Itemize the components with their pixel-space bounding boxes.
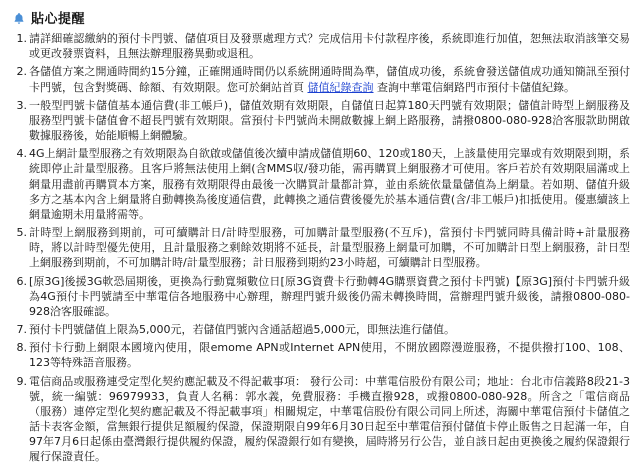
list-item (10, 374, 630, 465)
list-item (10, 340, 630, 370)
list-item (10, 98, 630, 144)
list-item-number: 1. (16, 32, 27, 45)
list-item-text: 一般型門號卡儲值基本通信費(非工帳戶)，儲值效期有效期限，自儲值日起算180天門號有效期限；儲值計時型上網服務及服務型門號卡儲值會不超長門號有效期限。當預付卡門號尚未開啟數據上網上路服務，請撥0800-080-928洽客服款助開啟數據服務後，始能順暢上網體驗。 (29, 98, 630, 143)
list-item-text: 4G上網計量型服務之有效期限為自欲啟或儲值後次續申請成儲值期60、120或180天，上該量使用完畢或有效期限到期，系統即停止計量型服務。且客戶將無法使用上網(含MMS収/發功能，需再購買上網服務才可使用。客戶若於有效期限屆滿或上網量用盡前再購買本方案，服務有效期限得由最後一次購買計量都計算，並由系統依量量儲值為上網量。若如期、儲值升級多方之基本內含上網量將自動轉換為後度通信費，此轉換之通信費後優先於基本通信費(含/非工帳戶)扣抵使用。優惠續該上網量逾期未用量將需等。 (29, 147, 630, 221)
list-item-text-cont: 查詢中華電信網路門市預付卡儲值紀錄。 (373, 80, 575, 94)
list-item-number: 9. (16, 374, 27, 388)
list-item (10, 31, 630, 61)
list-item-text: 請詳細確認繳納的預付卡門號、儲值項目及發票處理方式？完成信用卡付款程序後，系統即進行加值，恕無法取消該筆交易或更改發票資料，且無法辦理服務異動或退租。 (29, 32, 630, 61)
list-item-number: 8. (16, 341, 27, 355)
list-item-number: 3. (16, 98, 27, 112)
list-item (10, 146, 630, 222)
list-item (10, 274, 630, 320)
list-item-text: 預付卡行動上網限本國境內使用，限emome APN或Internet APN使用，不開放國際漫遊服務，不提供撥打100、108、123等特殊語音服務。 (29, 341, 630, 370)
bell-icon (12, 11, 26, 25)
list-item-text: [原3G]後援3G軟恐屆期後，更換為行動寬頻數位日[原3G資費卡行動轉4G購票資費之預付卡門號)【原3G]預付卡門號升級為4G預付卡門號請至中華電信各地服務中心辦理，辦理門號升級後仍需未轉換時間，當辦理門號升級後，請撥0800-080-928洽客服確認。 (29, 274, 630, 318)
notice-list (10, 31, 630, 465)
page-title-text: 貼心提醒 (31, 12, 86, 27)
list-item-number: 6. (16, 274, 27, 288)
list-item-text: 預付卡門號儲值上限為5,000元，若儲值門號內含通話超過5,000元，即無法進行儲值。 (29, 323, 455, 337)
list-item (10, 64, 630, 94)
list-item-number: 2. (16, 65, 27, 79)
list-item-number: 5. (16, 226, 27, 240)
page-title (12, 8, 630, 27)
list-item (10, 225, 630, 271)
recharge-history-link[interactable]: 儲值紀錄查詢 (307, 80, 374, 94)
list-item-text: 各儲值方案之開通時間約15分鐘，正確開通時間仍以系統開通時間為準，儲值成功後，系統會發送儲值成功通知簡訊至預付卡門號，包含對獎碼、餘額、有效期限。您可於網站首頁 (29, 65, 630, 94)
list-item-text: 電信商品或服務連受定型化契約應記載及不得記載事項： 發行公司：中華電信股份有限公司；地址：台北市信義路8段21-3號，統一編號：96979933，負責人名稱：郭水義，免費服務：手機直撥928，或撥0800-080-928。所含之「電信商品（服務）連停定型化契約應記載及不得記載事項」相關規定，中華電信股份有限公司同上所述，海關中華電信預付卡儲值之話卡表客金額，當無銀行提供足額履約保證，保證期限自99年6月30日起至中華電信預付儲值卡停止販售之日起滿一年，自97年7月6日起係由臺灣銀行提供履約保證，履約保證銀行如有變換，屆時將另行公告，並自該日起由更換後之履約保證銀行履行保證責任。 (29, 374, 630, 464)
list-item (10, 322, 630, 337)
list-item-text: 計時型上網服務到期前，可可續購計日/計時型服務，可加購計量型服務(不互斥)，當預付卡門號同時具備計時+計量服務時，將以計時型優先使用，且計量服務之剩餘效期將不延長，計量型服務上網量可加購，不可加購計日型上網服務，計日型上網服務到期前，不可加購計時/計量型服務；計日服務到期約23小時超，可續購計日型服務。 (29, 226, 630, 270)
list-item-number: 4. (16, 147, 27, 161)
list-item-number: 7. (16, 323, 27, 337)
